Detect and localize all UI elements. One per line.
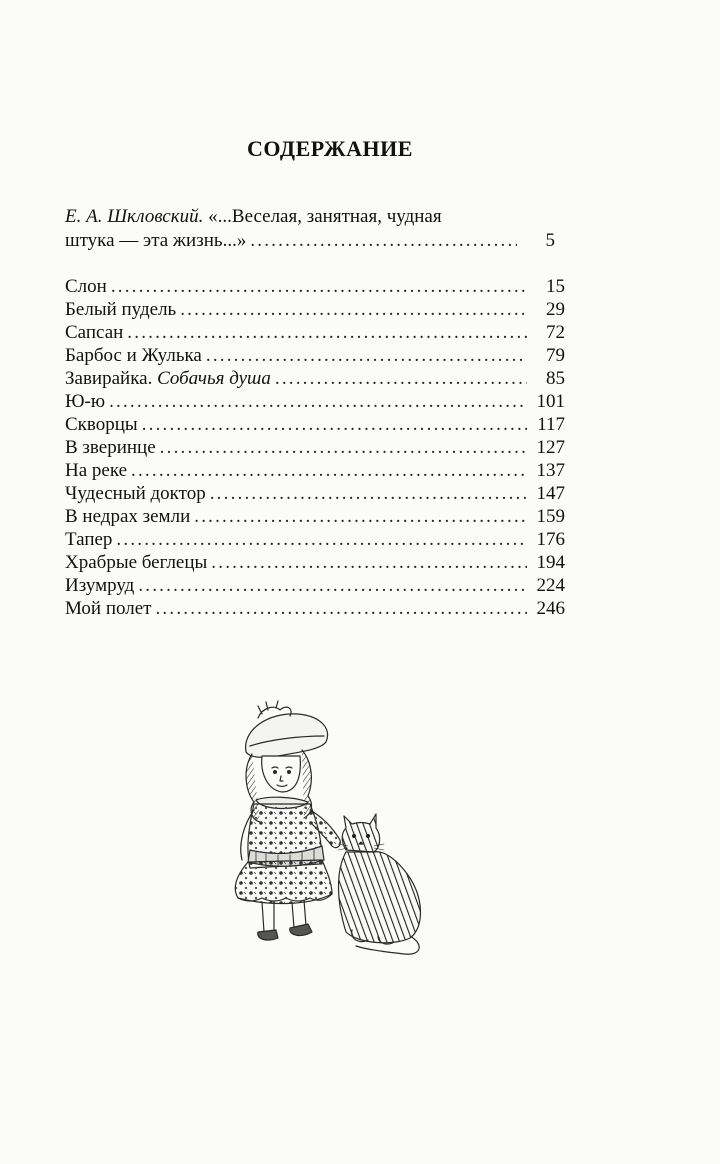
leader-dots: [111, 275, 527, 298]
leader-dots: [138, 574, 527, 597]
toc-entry-page: 194: [536, 552, 565, 573]
entry-title-text: Барбос и Жулька: [65, 345, 202, 366]
toc-entry-title: [65, 551, 207, 574]
toc-entry[interactable]: [65, 344, 565, 367]
leader-dots: [116, 528, 527, 551]
toc-entry-page: 29: [546, 299, 565, 320]
toc-entry[interactable]: [65, 390, 565, 413]
leader-dots: [250, 229, 517, 253]
leader-dots: [127, 321, 527, 344]
toc-entry[interactable]: [65, 551, 565, 574]
toc-entry-page: 147: [536, 483, 565, 504]
toc-entry[interactable]: [65, 482, 565, 505]
toc-entry-title: [65, 275, 107, 298]
toc-entry-title: [65, 344, 202, 367]
toc-entry[interactable]: [65, 574, 565, 597]
toc-entry-title: [65, 298, 176, 321]
toc-entry-page: 85: [546, 368, 565, 389]
illustration-svg: [228, 700, 428, 962]
toc-entry-title: [65, 482, 206, 505]
entry-title-text: Изумруд: [65, 575, 135, 596]
toc-entry[interactable]: [65, 413, 565, 436]
page-title: СОДЕРЖАНИЕ: [247, 136, 413, 161]
toc-entry[interactable]: [65, 321, 565, 344]
intro-page-number: 5: [545, 230, 555, 251]
toc-entry[interactable]: [65, 528, 565, 551]
intro-title-start: «...Веселая, занятная, чудная: [203, 206, 442, 227]
intro-author: Е. А. Шкловский.: [65, 206, 204, 227]
toc-intro-entry[interactable]: [65, 205, 555, 253]
entry-subtitle-text: Собачья душа: [152, 368, 271, 389]
toc-entry[interactable]: [65, 597, 565, 620]
toc-list: [65, 275, 565, 620]
toc-entry-page: 101: [536, 391, 565, 412]
intro-title-end: штука — эта жизнь...»: [65, 230, 247, 251]
toc-entry-page: 224: [536, 575, 565, 596]
toc-entry-title: [65, 597, 151, 620]
toc-entry-title: [65, 367, 271, 390]
leader-dots: [160, 436, 527, 459]
toc-entry-page: 127: [536, 437, 565, 458]
toc-entry-page: 79: [546, 345, 565, 366]
toc-entry-page: 176: [536, 529, 565, 550]
intro-title-end-row: [65, 229, 555, 253]
toc-entry-title: [65, 436, 156, 459]
girl-with-cat-drawing-icon: [228, 700, 428, 962]
toc-entry-page: 159: [536, 506, 565, 527]
entry-title-text: Сапсан: [65, 322, 124, 343]
toc-entry-title: [65, 413, 138, 436]
entry-title-text: На реке: [65, 460, 128, 481]
entry-title-text: Белый пудель: [65, 299, 177, 320]
toc-entry-title: [65, 574, 134, 597]
leader-dots: [275, 367, 527, 390]
leader-dots: [180, 298, 527, 321]
entry-title-text: В недрах земли: [65, 506, 191, 527]
leader-dots: [131, 459, 527, 482]
toc-entry-page: 72: [546, 322, 565, 343]
toc-entry[interactable]: [65, 367, 565, 390]
toc-entry-title: [65, 321, 123, 344]
entry-title-text: Мой полет: [65, 598, 152, 619]
entry-title-text: Чудесный доктор: [65, 483, 206, 504]
toc-entry-title: [65, 459, 127, 482]
leader-dots: [206, 344, 527, 367]
toc-entry-page: 137: [536, 460, 565, 481]
entry-title-text: Завирайка.: [65, 368, 153, 389]
leader-dots: [211, 551, 527, 574]
leader-dots: [109, 390, 527, 413]
toc-entry-title: [65, 505, 190, 528]
entry-title-text: В зверинце: [65, 437, 156, 458]
intro-title-line: [65, 205, 555, 229]
entry-title-text: Слон: [65, 276, 107, 297]
toc-entry-page: 117: [537, 414, 565, 435]
toc-entry[interactable]: [65, 275, 565, 298]
toc-entry[interactable]: [65, 459, 565, 482]
leader-dots: [142, 413, 527, 436]
toc-entry[interactable]: [65, 505, 565, 528]
entry-title-text: Храбрые беглецы: [65, 552, 208, 573]
leader-dots: [155, 597, 527, 620]
toc-entry-page: 246: [536, 598, 565, 619]
leader-dots: [194, 505, 527, 528]
entry-title-text: Тапер: [65, 529, 113, 550]
toc-entry-title: [65, 528, 112, 551]
toc-entry[interactable]: [65, 436, 565, 459]
leader-dots: [210, 482, 527, 505]
entry-title-text: Ю-ю: [65, 391, 106, 412]
toc-entry-page: 15: [546, 276, 565, 297]
entry-title-text: Скворцы: [65, 414, 138, 435]
toc-entry-title: [65, 390, 105, 413]
toc-entry[interactable]: [65, 298, 565, 321]
